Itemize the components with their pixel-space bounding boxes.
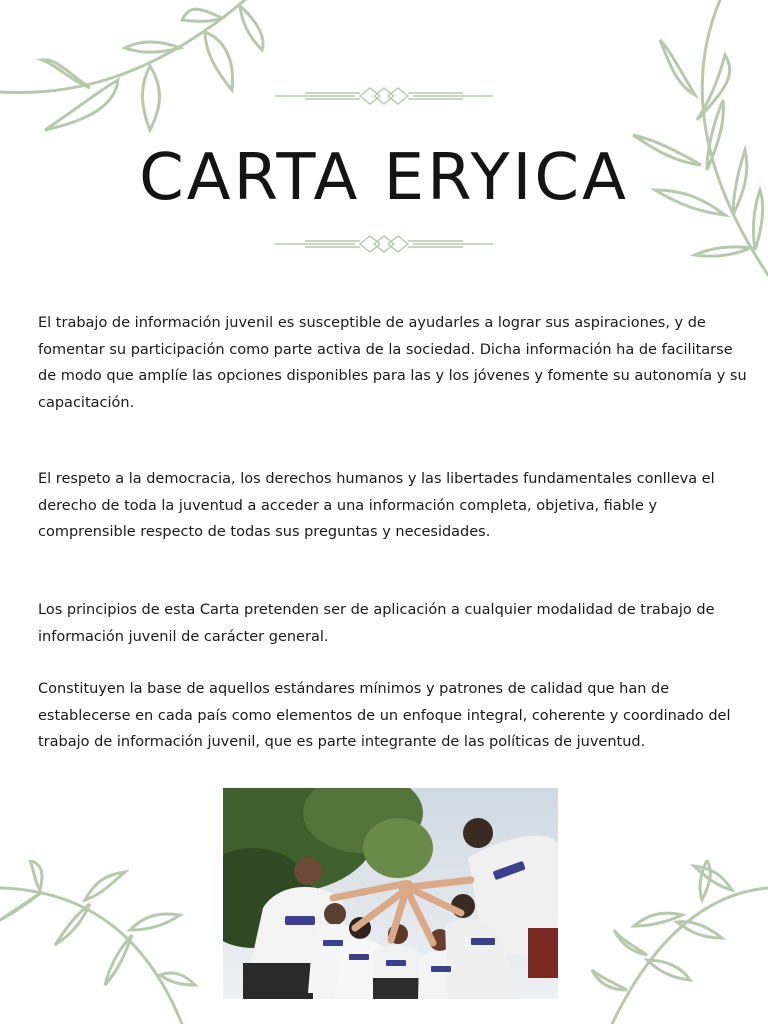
olive-branch-icon (572, 860, 768, 1024)
ornamental-divider-icon (275, 234, 493, 254)
olive-branch-icon (0, 860, 200, 1024)
paragraph: Los principios de esta Carta pretenden ser de aplicación a cualquier modalidad de trabajo de información juvenil de carácter general. (38, 602, 715, 645)
olive-branch-icon (0, 0, 290, 150)
paragraph: Constituyen la base de aquellos estándares mínimos y patrones de calidad que han de establecerse en cada país como elementos de un enfoque integral, coherente y coordinado del trabajo de información juvenil, que es parte integrante de las políticas de juventud. (38, 681, 731, 750)
ornamental-divider-icon (275, 86, 493, 106)
page-title: CARTA ERYICA (139, 141, 629, 215)
group-photo (223, 788, 558, 999)
paragraph: El respeto a la democracia, los derechos humanos y las libertades fundamentales conlleva el derecho de toda la juventud a acceder a una información completa, objetiva, fiable y comprensible respecto de todas sus preguntas y necesidades. (38, 471, 715, 540)
paragraph: El trabajo de información juvenil es susceptible de ayudarles a lograr sus aspiraciones, y de fomentar su participación como parte activa de la sociedad. Dicha información ha de facilitarse de modo que amplíe las opciones disponibles para las y los jóvenes y fomente su autonomía y su capacitación. (38, 315, 747, 411)
